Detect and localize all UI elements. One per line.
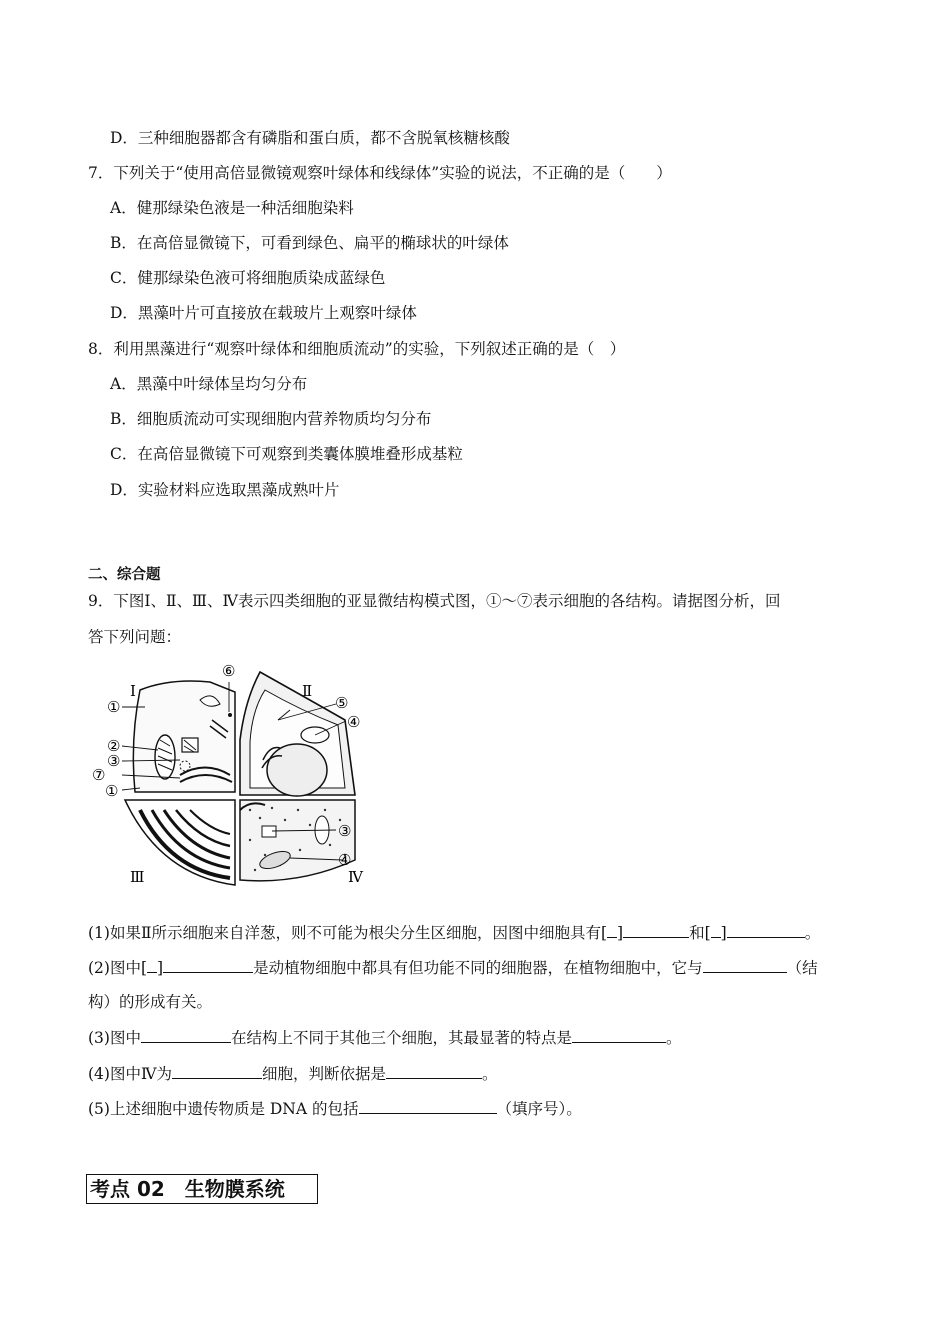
q9-sub1-text-b: ] [617,924,624,942]
q9-sub2-text-a: (2)图中[ [88,959,148,977]
label-3-left: ③ [107,752,121,770]
q9-sub2 [88,957,818,978]
answer-blank[interactable] [572,1027,666,1043]
q9-sub1-text-c: 和[ [689,924,711,942]
q8-option-a: A．黑藻中叶绿体呈均匀分布 [110,375,308,393]
kaodian-heading: 考点 02 生物膜系统 [86,1174,318,1204]
answer-blank[interactable] [172,1063,262,1079]
label-4-top: ④ [347,713,361,731]
q9-sub3 [88,1027,682,1048]
q9-sub2-line2: 构）的形成有关。 [88,993,213,1011]
q9-sub3-text-a: (3)图中 [88,1029,141,1047]
label-6: ⑥ [222,662,236,680]
q9-sub3-text-b: 在结构上不同于其他三个细胞，其最显著的特点是 [230,1029,572,1047]
q8-option-c: C．在高倍显微镜下可观察到类囊体膜堆叠形成基粒 [110,445,463,463]
q9-sub5-text-b: （填序号）。 [496,1100,582,1118]
answer-blank[interactable] [386,1063,482,1079]
q7-option-b: B．在高倍显微镜下，可看到绿色、扁平的椭球状的叶绿体 [110,234,509,252]
q9-sub1-text-d: ] [720,924,727,942]
roman-iii: Ⅲ [130,868,145,886]
cell-i [133,681,235,792]
label-1-top: ① [107,698,121,716]
q9-stem-line1: 9．下图Ⅰ、Ⅱ、Ⅲ、Ⅳ表示四类细胞的亚显微结构模式图，①～⑦表示细胞的各结构。请据图分析，回 [88,592,781,610]
roman-ii: Ⅱ [302,682,313,700]
answer-blank[interactable] [607,922,617,938]
q9-sub2-text-c: 是动植物细胞中都具有但功能不同的细胞器，在植物细胞中，它与 [253,959,703,977]
q9-sub4 [88,1063,497,1084]
section-title: 二、综合题 [88,567,161,583]
answer-blank[interactable] [623,922,689,938]
cell-diagram [92,660,390,886]
q7-option-d: D．黑藻叶片可直接放在载玻片上观察叶绿体 [110,304,417,322]
q9-sub1 [88,922,820,943]
answer-blank[interactable] [147,957,157,973]
label-4-bottom: ④ [338,851,352,869]
q7-stem: 7．下列关于“使用高倍显微镜观察叶绿体和线绿体”实验的说法，不正确的是（ ） [88,164,672,182]
answer-blank[interactable] [141,1027,231,1043]
q8-option-d: D．实验材料应选取黑藻成熟叶片 [110,481,340,499]
answer-blank[interactable] [703,957,787,973]
label-3-right: ③ [338,822,352,840]
q9-sub4-text-a: (4)图中Ⅳ为 [88,1065,172,1083]
q7-option-a: A．健那绿染色液是一种活细胞染料 [110,199,354,217]
label-7: ⑦ [92,766,106,784]
q7-option-c: C．健那绿染色液可将细胞质染成蓝绿色 [110,269,386,287]
answer-blank[interactable] [359,1098,497,1114]
label-5: ⑤ [335,694,349,712]
q9-sub3-text-c: 。 [665,1029,682,1047]
answer-blank[interactable] [711,922,721,938]
q9-stem-line2: 答下列问题： [88,628,182,646]
q9-sub1-text-a: (1)如果Ⅱ所示细胞来自洋葱，则不可能为根尖分生区细胞，因图中细胞具有[ [88,924,608,942]
q9-sub2-text-d: （结 [786,959,818,977]
q9-sub5-text-a: (5)上述细胞中遗传物质是 DNA 的包括 [88,1100,359,1118]
roman-i: Ⅰ [130,682,136,700]
q9-sub4-text-b: 细胞，判断依据是 [261,1065,386,1083]
q9-sub5 [88,1098,582,1119]
roman-iv: Ⅳ [348,868,363,886]
q8-option-b: B．细胞质流动可实现细胞内营养物质均匀分布 [110,410,432,428]
q8-stem: 8．利用黑藻进行“观察叶绿体和细胞质流动”的实验，下列叙述正确的是（ ） [88,340,626,358]
answer-blank[interactable] [727,922,805,938]
label-1-bottom: ① [105,782,119,800]
q9-sub2-text-b: ] [157,959,164,977]
q6-option-d: D．三种细胞器都含有磷脂和蛋白质，都不含脱氧核糖核酸 [110,129,510,147]
cell-ii [240,672,355,796]
q9-sub1-text-e: 。 [804,924,821,942]
answer-blank[interactable] [163,957,253,973]
q9-sub4-text-c: 。 [481,1065,498,1083]
label-2: ② [107,737,121,755]
